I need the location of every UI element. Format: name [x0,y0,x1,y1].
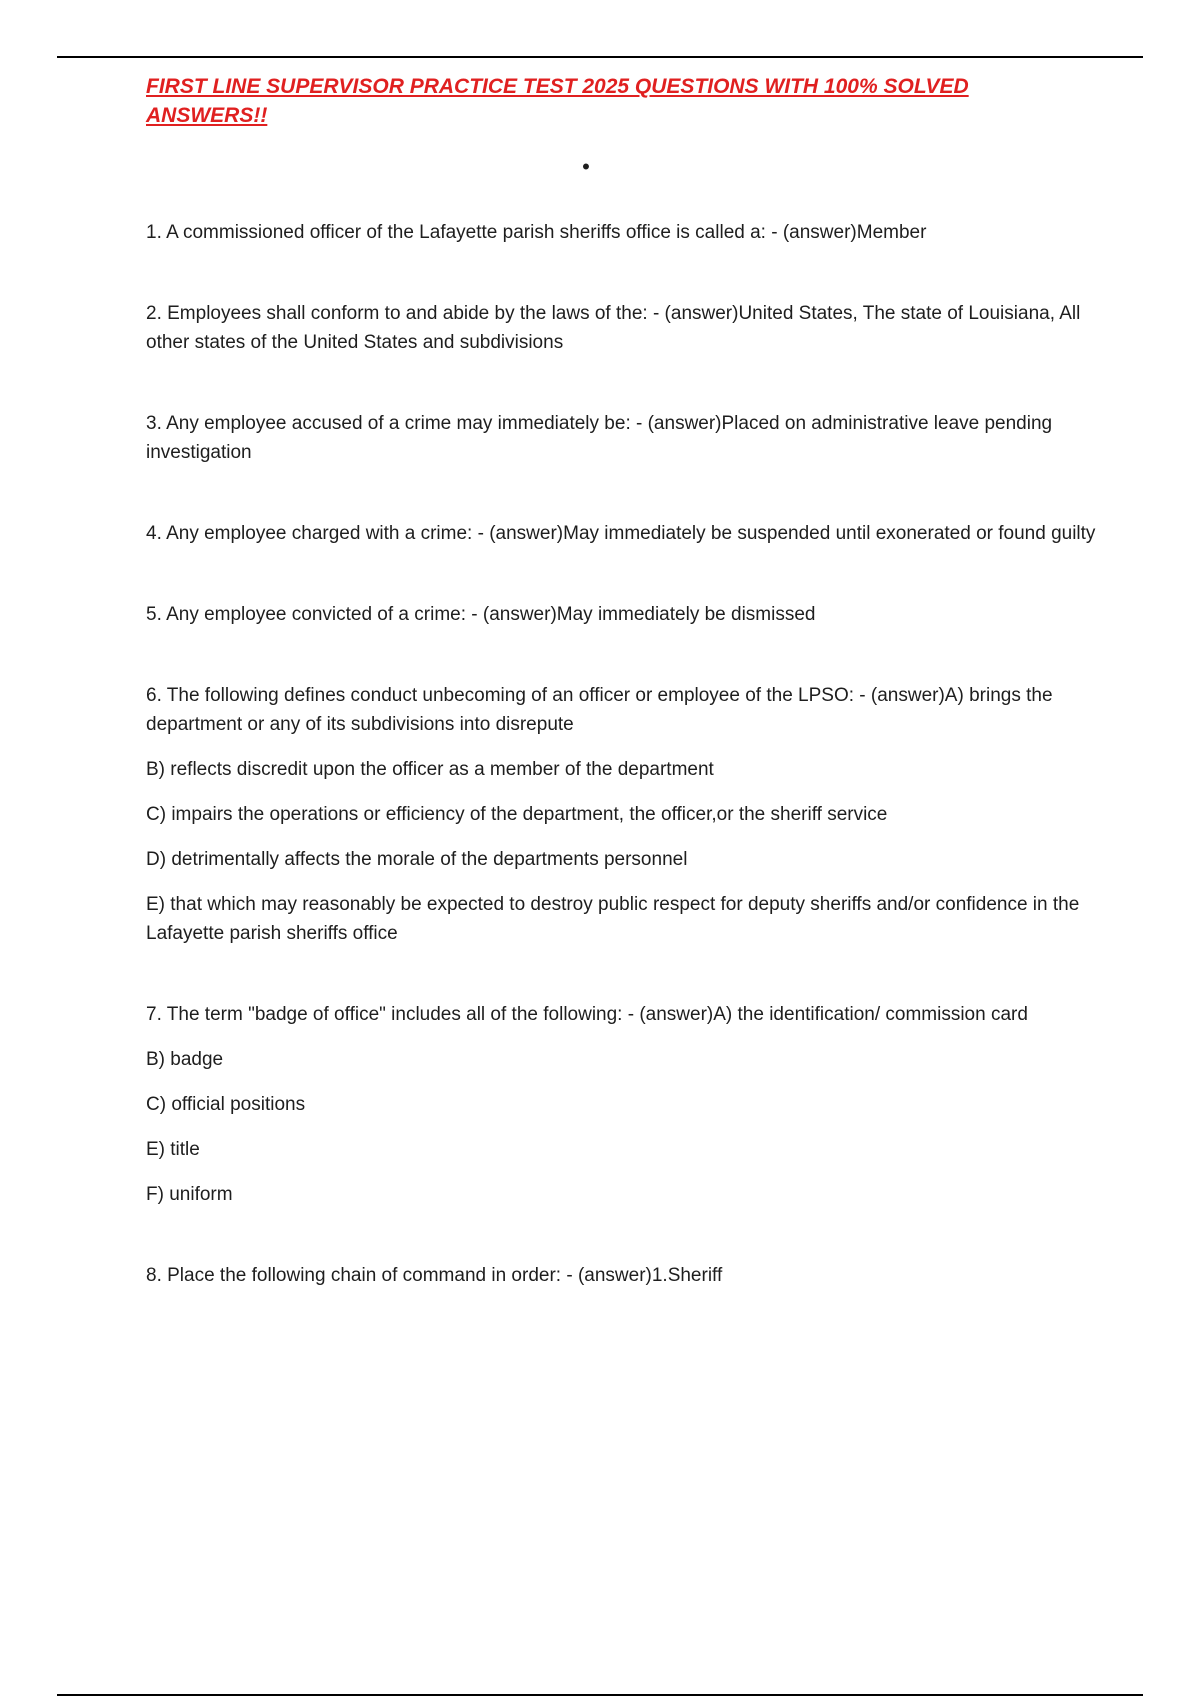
question-5 [146,600,1096,629]
bottom-rule [57,1694,1143,1696]
answer-option: F) uniform [146,1184,233,1205]
answer-option: E) that which may reasonably be expected to destroy public respect for deputy sheriffs and/or confidence in the Lafayette parish sheriffs office [146,894,1080,944]
question-1 [146,218,1096,247]
question-3 [146,409,1096,467]
answer-option: D) detrimentally affects the morale of the departments personnel [146,849,688,870]
question-text: 3. Any employee accused of a crime may immediately be: - (answer)Placed on administrative leave pending investigation [146,413,1053,463]
answer-option: C) official positions [146,1094,306,1115]
answer-option: B) badge [146,1049,224,1070]
document-title: FIRST LINE SUPERVISOR PRACTICE TEST 2025 QUESTIONS WITH 100% SOLVED ANSWERS!! [146,75,969,127]
question-text: 5. Any employee convicted of a crime: - (answer)May immediately be dismissed [146,604,816,625]
question-7 [146,1000,1096,1209]
answer-option: E) title [146,1139,200,1160]
question-text: 1. A commissioned officer of the Lafayette parish sheriffs office is called a: - (answer)Member [146,222,927,243]
question-8 [146,1261,1096,1290]
question-text: 7. The term "badge of office" includes all of the following: - (answer)A) the identification/ commission card [146,1004,1028,1025]
top-rule [57,56,1143,58]
bullet-point: • [582,154,590,179]
question-6 [146,681,1096,948]
answer-option: B) reflects discredit upon the officer as a member of the department [146,759,714,780]
answer-option: C) impairs the operations or efficiency of the department, the officer,or the sheriff service [146,804,888,825]
question-text: 2. Employees shall conform to and abide by the laws of the: - (answer)United States, The state of Louisiana, All other states of the United States and subdivisions [146,303,1081,353]
question-text: 8. Place the following chain of command in order: - (answer)1.Sheriff [146,1265,723,1286]
question-text: 4. Any employee charged with a crime: - (answer)May immediately be suspended until exonerated or found guilty [146,523,1096,544]
document-page [146,72,1096,1290]
question-4 [146,519,1096,548]
question-list [146,218,1096,1290]
question-2 [146,299,1096,357]
question-text: 6. The following defines conduct unbecoming of an officer or employee of the LPSO: - (answer)A) brings the department or any of its subdivisions into disrepute [146,685,1053,735]
